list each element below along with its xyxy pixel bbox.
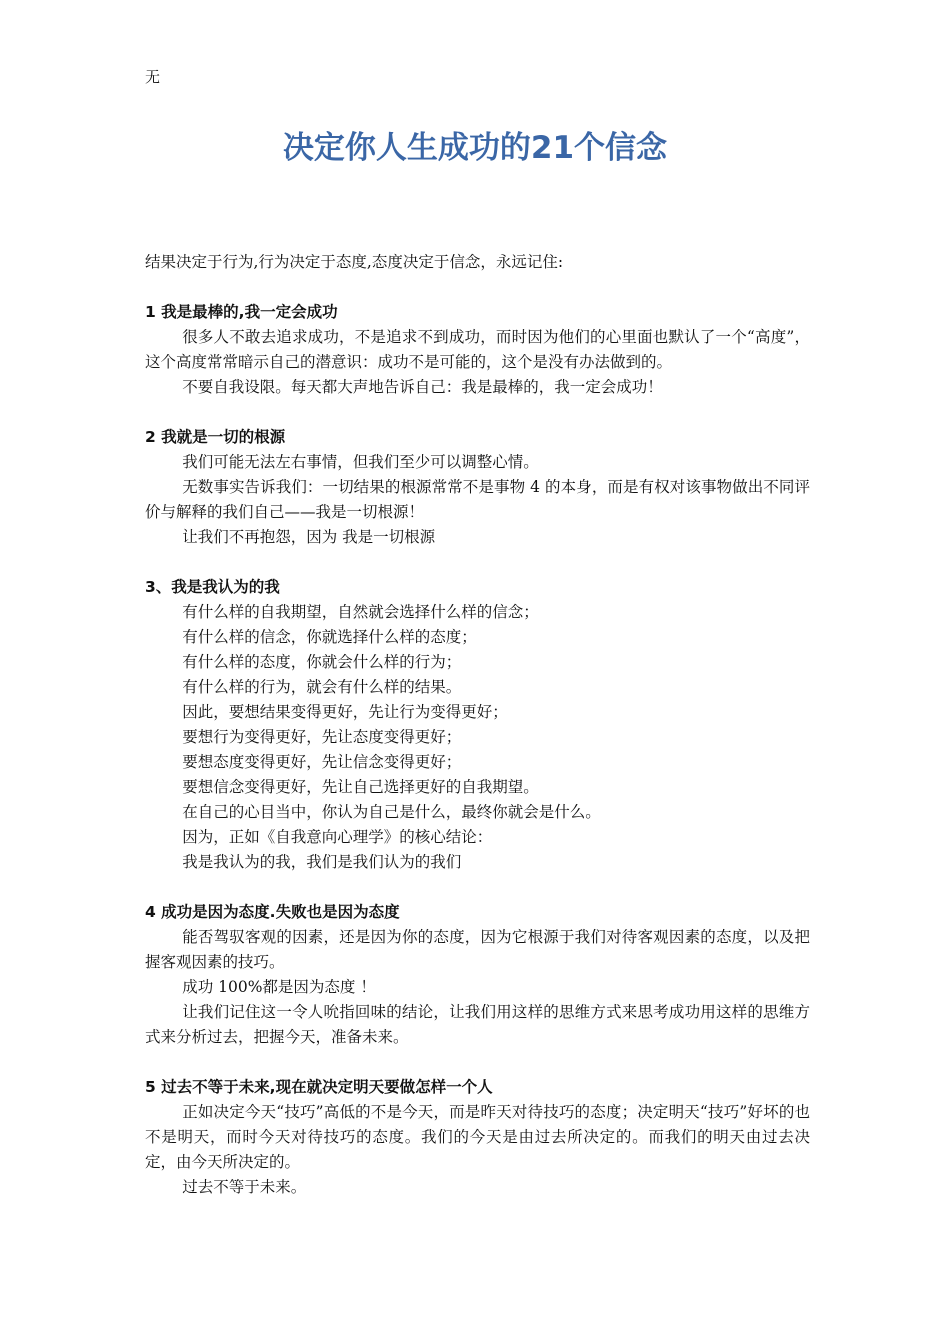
section-heading: 5 过去不等于未来,现在就决定明天要做怎样一个人 <box>145 1078 493 1096</box>
section-heading: 3、我是我认为的我 <box>145 578 280 596</box>
section-paragraph: 要想态度变得更好，先让信念变得更好； <box>182 753 462 771</box>
section-paragraph: 因此，要想结果变得更好，先让行为变得更好； <box>182 703 508 721</box>
section-2 <box>145 425 810 550</box>
section-paragraph: 成功 100%都是因为态度 ！ <box>182 978 376 996</box>
section-heading: 4 成功是因为态度.失败也是因为态度 <box>145 903 400 921</box>
section-3 <box>145 575 810 875</box>
section-paragraph: 有什么样的行为，就会有什么样的结果。 <box>182 678 462 696</box>
section-paragraph: 让我们不再抱怨，因为 我是一切根源 <box>182 528 436 546</box>
section-paragraph: 很多人不敢去追求成功，不是追求不到成功，而时因为他们的心里面也默认了一个“高度”，这个高度常常暗示自己的潜意识：成功不是可能的，这个是没有办法做到的。 <box>145 328 810 371</box>
section-paragraph: 我是我认为的我，我们是我们认为的我们 <box>182 853 462 871</box>
section-heading: 2 我就是一切的根源 <box>145 428 286 446</box>
section-paragraph: 有什么样的信念，你就选择什么样的态度； <box>182 628 477 646</box>
section-paragraph: 正如决定今天“技巧”高低的不是今天，而是昨天对待技巧的态度；决定明天“技巧”好坏的也不是明天，而时今天对待技巧的态度。我们的今天是由过去所决定的。而我们的明天由过去决定，由今天所决定的。 <box>145 1103 810 1171</box>
section-paragraph: 无数事实告诉我们：一切结果的根源常常不是事物 4 的本身，而是有权对该事物做出不同评价与解释的我们自己——我是一切根源！ <box>145 478 810 521</box>
header-mark: 无 <box>145 68 161 86</box>
page-title: 决定你人生成功的21个信念 <box>282 130 668 166</box>
section-1 <box>145 300 810 400</box>
section-paragraph: 在自己的心目当中，你认为自己是什么，最终你就会是什么。 <box>182 803 601 821</box>
sections-container <box>145 300 810 1200</box>
section-paragraph: 因为，正如《自我意向心理学》的核心结论： <box>182 828 493 846</box>
section-paragraph: 能否驾驭客观的因素，还是因为你的态度，因为它根源于我们对待客观因素的态度，以及把握客观因素的技巧。 <box>145 928 810 971</box>
section-paragraph: 有什么样的自我期望，自然就会选择什么样的信念； <box>182 603 539 621</box>
section-4 <box>145 900 810 1050</box>
section-paragraph: 有什么样的态度，你就会什么样的行为； <box>182 653 462 671</box>
section-5 <box>145 1075 810 1200</box>
intro-paragraph: 结果决定于行为,行为决定于态度,态度决定于信念，永远记住: <box>145 253 564 271</box>
section-paragraph: 我们可能无法左右事情，但我们至少可以调整心情。 <box>182 453 539 471</box>
document-body <box>145 250 810 1225</box>
section-paragraph: 不要自我设限。每天都大声地告诉自己：我是最棒的，我一定会成功！ <box>182 378 663 396</box>
section-heading: 1 我是最棒的,我一定会成功 <box>145 303 338 321</box>
section-paragraph: 要想行为变得更好，先让态度变得更好； <box>182 728 462 746</box>
section-paragraph: 过去不等于未来。 <box>182 1178 307 1196</box>
section-paragraph: 要想信念变得更好，先让自己选择更好的自我期望。 <box>182 778 539 796</box>
section-paragraph: 让我们记住这一令人吮指回味的结论，让我们用这样的思维方式来思考成功用这样的思维方式来分析过去，把握今天，准备未来。 <box>145 1003 810 1046</box>
